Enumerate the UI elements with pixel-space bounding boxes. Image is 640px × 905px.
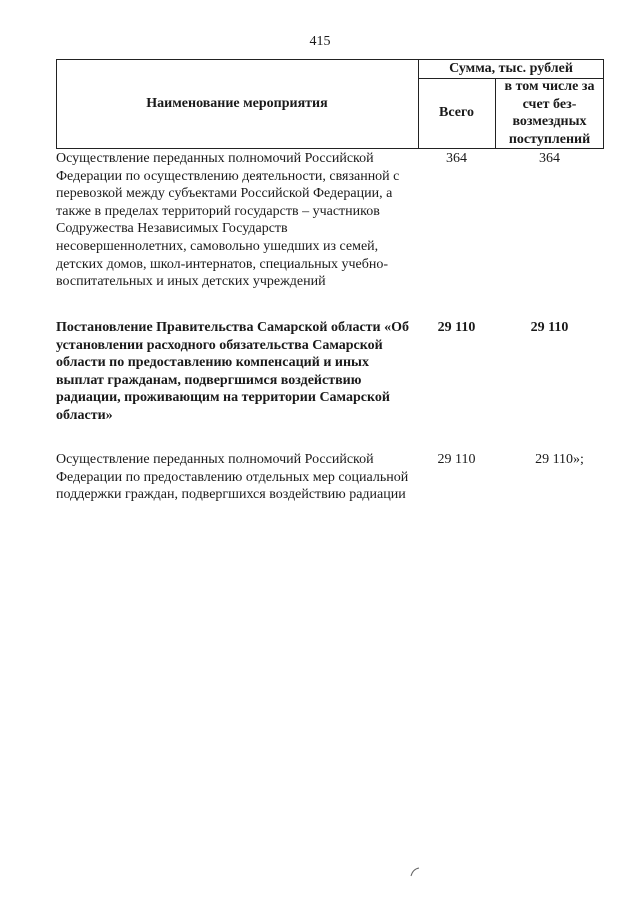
row-gratis: 364 xyxy=(539,151,560,166)
header-total-label: Всего xyxy=(439,105,474,120)
row-gratis: 29 110 xyxy=(530,320,569,335)
header-name-cell xyxy=(56,60,418,148)
header-name-label: Наименование мероприятия xyxy=(146,96,328,111)
row-name: Осуществление переданных полномочий Российской Федерации по осуществлению деятельности, связанной с перевозкой между субъектами Российской Федерации, а также в пределах территорий государств – участников Содружества Независимых Государств несовершеннолетних, самовольно ушедших из семей, детских домов, школ-интернатов, специальных учебно-воспитательных и иных детских учреждений xyxy=(56,151,400,290)
table-header xyxy=(56,59,604,149)
row-name: Осуществление переданных полномочий Российской Федерации по предоставлению отдельных мер социальной поддержки граждан, подвергшихся воздействию радиации xyxy=(56,452,409,503)
header-including-label: в том числе за счет без-возмездных поступлений xyxy=(504,79,595,147)
header-sum-label: Сумма, тыс. рублей xyxy=(449,61,573,76)
header-sum-cell xyxy=(418,60,604,78)
page-number: 415 xyxy=(309,34,331,49)
header-total-cell xyxy=(418,78,495,148)
row-name: Постановление Правительства Самарской области «Об установлении расходного обязательства Самарской области по предоставлению компенсаций и иных выплат гражданам, подвергшимся воздействию радиации, проживающим на территории Самарской области» xyxy=(56,320,410,423)
row-gratis: 29 110»; xyxy=(535,452,584,467)
pen-mark-icon xyxy=(408,866,422,878)
row-total: 29 110 xyxy=(437,452,476,467)
row-total: 364 xyxy=(446,151,467,166)
header-including-cell xyxy=(495,78,604,148)
row-total: 29 110 xyxy=(437,320,476,335)
